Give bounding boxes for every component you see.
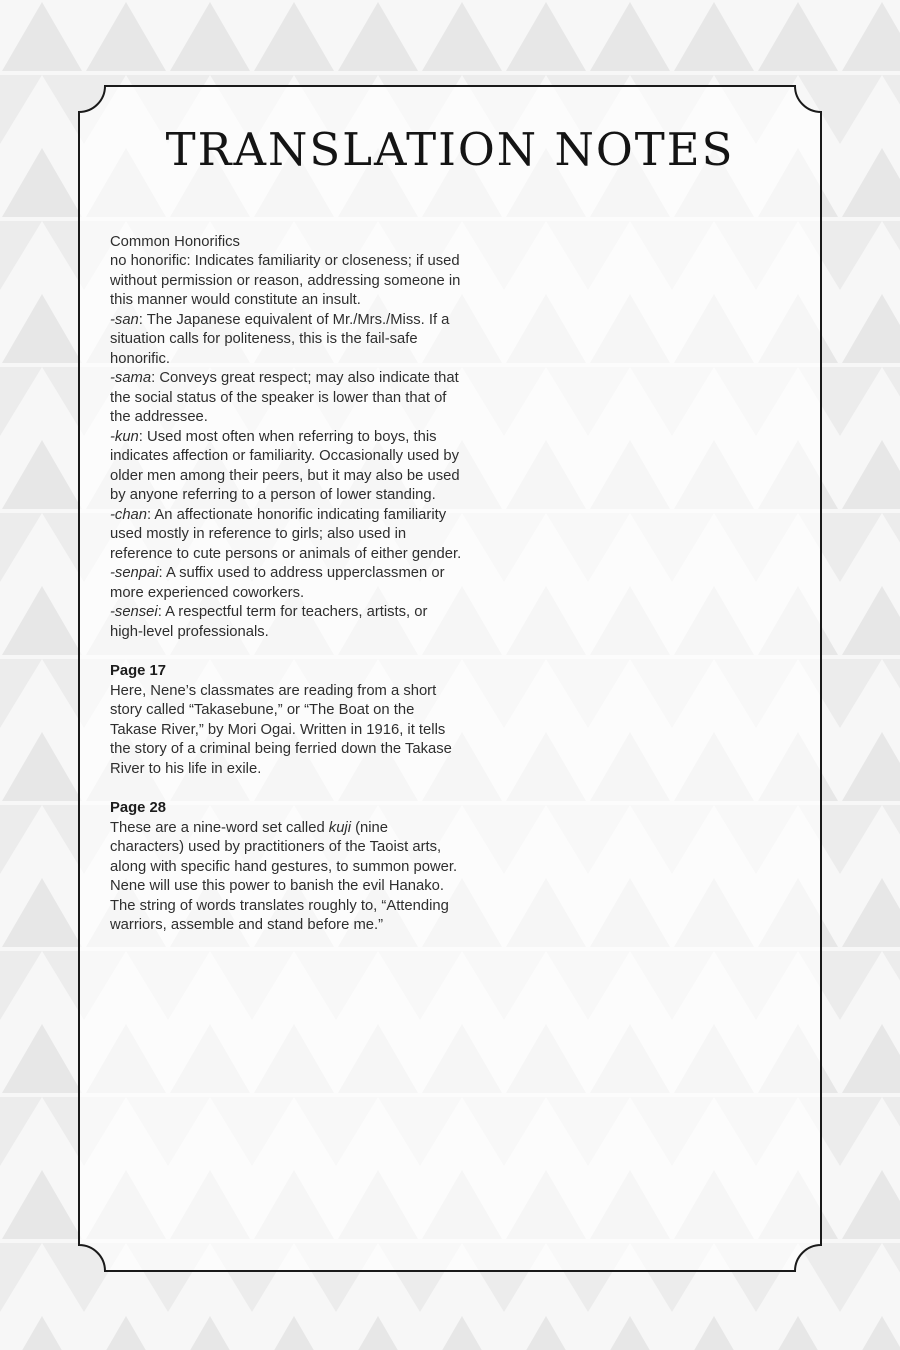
- honorifics-section: [110, 233, 462, 643]
- honorific-term: -sensei: [110, 604, 158, 620]
- separator: :: [158, 565, 166, 581]
- honorific-entry: [110, 428, 462, 506]
- note-body: Here, Nene’s classmates are reading from a short story called “Takasebune,” or “The Boat on the Takase River,” by Mori Ogai. Written in 1916, it tells the story of a criminal being ferried down the Takase River to his life in exile.: [110, 682, 452, 777]
- honorific-entry: [110, 252, 462, 311]
- note-section-page-28: [110, 799, 462, 936]
- honorific-term: -chan: [110, 506, 148, 523]
- honorific-entry: [110, 506, 462, 565]
- honorific-term: -kun: [110, 428, 139, 445]
- notes-body: [110, 233, 462, 936]
- honorific-entry: [110, 603, 462, 642]
- honorific-entry: [110, 369, 462, 428]
- honorific-term: -san: [110, 311, 139, 328]
- honorific-definition: A suffix used to address upperclassmen or more experienced coworkers.: [110, 565, 445, 601]
- separator: :: [138, 428, 148, 445]
- honorific-definition: The Japanese equivalent of Mr./Mrs./Miss. If a situation calls for politeness, this is the fail-safe honorific.: [110, 311, 450, 367]
- honorific-entry: [110, 564, 462, 603]
- note-body: [110, 819, 462, 936]
- page-frame: [78, 85, 822, 1272]
- honorifics-heading: Common Honorifics: [110, 233, 240, 250]
- honorific-definition: Conveys great respect; may also indicate that the social status of the speaker is lower than that of the addressee.: [110, 370, 459, 425]
- page-title: TRANSLATION NOTES: [165, 123, 735, 176]
- note-heading: Page 28: [110, 800, 166, 816]
- separator: :: [147, 506, 155, 523]
- honorific-definition: An affectionate honorific indicating familiarity used mostly in reference to girls; also used in reference to cute persons or animals of either gender.: [110, 506, 462, 562]
- note-body-pre: These are a nine-word set called: [110, 819, 329, 836]
- separator: :: [138, 311, 147, 328]
- honorific-term: -sama: [110, 370, 152, 386]
- page-content: [78, 125, 822, 1312]
- separator: :: [186, 253, 195, 269]
- honorific-definition: A respectful term for teachers, artists, or high-level professionals.: [110, 604, 428, 640]
- honorific-definition: Indicates familiarity or closeness; if used without permission or reason, addressing someone in this manner would constitute an insult.: [110, 253, 461, 308]
- note-section-page-17: [110, 662, 462, 779]
- separator: :: [151, 370, 160, 386]
- honorific-term: -senpai: [110, 565, 159, 581]
- note-body-post: (nine characters) used by practitioners of the Taoist arts, along with specific hand gestures, to summon power. Nene will use this power to banish the evil Hanako. The string of words translates roughly to, “Attending warriors, assemble and stand before me.”: [110, 819, 458, 933]
- note-body-italic-term: kuji: [328, 819, 351, 836]
- honorific-term: no honorific: [110, 253, 187, 269]
- honorific-entry: [110, 311, 462, 370]
- separator: :: [157, 604, 166, 620]
- honorific-definition: Used most often when referring to boys, this indicates affection or familiarity. Occasionally used by older men among their peers, but it may also be used by anyone referring to a person of lower standing.: [110, 428, 460, 503]
- note-heading: Page 17: [110, 663, 166, 679]
